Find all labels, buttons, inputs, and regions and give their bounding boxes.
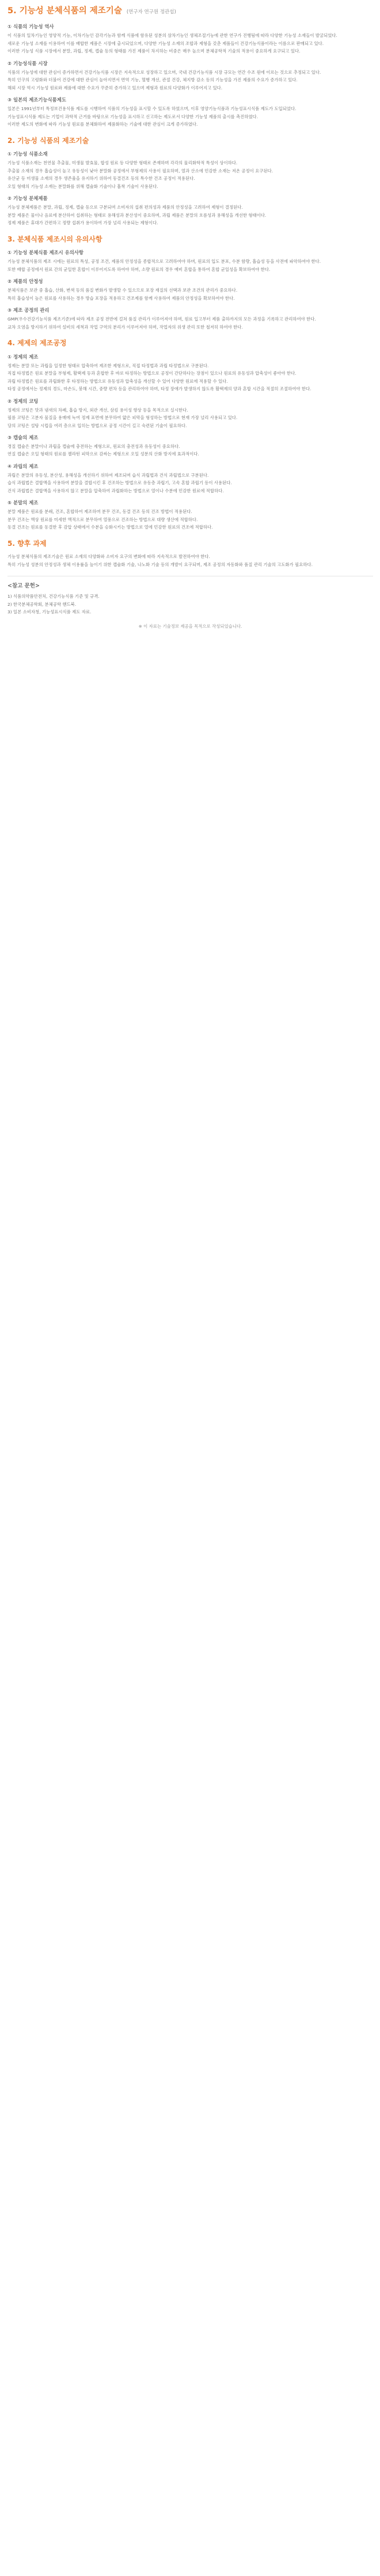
- paragraph: 분말 제품은 물이나 음료에 분산하여 섭취하는 형태로 용해성과 분산성이 중요하며, 과립 제품은 분말의 흐름성과 용해성을 개선한 형태이다.: [7, 212, 267, 218]
- subsection: [7, 434, 373, 458]
- paragraph: 기능성 분체제품은 분말, 과립, 정제, 캡슐 등으로 구분되며 소비자의 섭취 편의성과 제품의 안정성을 고려하여 제형이 결정된다.: [7, 205, 243, 210]
- paragraph: 기능성표시식품 제도는 기업이 과학적 근거를 바탕으로 기능성을 표시하고 신고하는 제도로서 다양한 기능성 제품의 출시를 촉진하였다.: [7, 114, 259, 119]
- paragraph: 당의 코팅은 설탕 시럽을 여러 층으로 입히는 방법으로 공정 시간이 길고 숙련된 기술이 필요하다.: [7, 423, 187, 428]
- paragraph: 정제의 코팅은 맛과 냄새의 차폐, 흡습 방지, 외관 개선, 삼킴 용이성 향상 등을 목적으로 실시한다.: [7, 407, 188, 413]
- subsection-title: ① 기능성 식품소재: [7, 151, 48, 157]
- paragraph: 해외 시장 역시 기능성 원료와 제품에 대한 수요가 꾸준히 증가하고 있으며 제형과 원료의 다양화가 이루어지고 있다.: [7, 85, 223, 90]
- references: [7, 582, 373, 615]
- subsection-title: ④ 과립의 제조: [7, 463, 39, 469]
- subsection: [7, 398, 373, 429]
- subsection: [7, 150, 373, 190]
- paragraph: 특히 인구의 고령화와 더불어 건강에 대한 관심이 높아지면서 면역 기능, 혈행 개선, 관절 건강, 체지방 감소 등의 기능성을 가진 제품의 수요가 증가하고 있다.: [7, 77, 298, 83]
- section-title: 5. 향후 과제: [7, 539, 47, 548]
- paragraph: 경질 캡슐은 분말이나 과립을 캡슐에 충전하는 제형으로, 원료의 충전성과 유동성이 중요하다.: [7, 444, 180, 450]
- page-subtitle: (연구자 연구원 정관섭): [126, 9, 176, 15]
- subsection-title: ② 제품의 안정성: [7, 278, 43, 285]
- paragraph: 새로운 기능성 소재를 이용하여 이를 배합한 제품은 시장에 출시되었으며, 다양한 기능성 소재의 조합과 제형을 갖춘 제품들이 건강기능식품이라는 이름으로 판매되고 있다.: [7, 40, 324, 46]
- paragraph: 정제 제품은 휴대가 간편하고 정량 섭취가 용이하여 가장 널리 사용되는 제형이다.: [7, 220, 158, 226]
- reference-item: 2) 한국분체공학회, 분체공학 핸드북.: [7, 601, 77, 607]
- closing-note: ※ 이 자료는 기술정보 제공을 목적으로 작성되었습니다.: [138, 624, 242, 629]
- page-title: 5. 기능성 분체식품의 제조기술: [7, 6, 122, 16]
- subsection-title: ② 정제의 코팅: [7, 398, 39, 404]
- paragraph: 분말 제품은 원료를 분쇄, 건조, 혼합하여 제조하며 분무 건조, 동결 건조 등의 건조 방법이 적용된다.: [7, 509, 192, 515]
- subsection-title: ③ 일본의 제조기능식품제도: [7, 97, 66, 103]
- paragraph: 습식 과립법은 결합액을 사용하여 분말을 결합시킨 후 건조하는 방법으로 유동층 과립기, 고속 혼합 과립기 등이 사용된다.: [7, 480, 232, 486]
- paragraph: 필름 코팅은 고분자 물질을 용매에 녹여 정제 표면에 분무하여 얇은 피막을 형성하는 방법으로 현재 가장 널리 사용되고 있다.: [7, 415, 238, 421]
- section-title: 3. 분체식품 제조시의 유의사항: [7, 235, 102, 243]
- paragraph: 특히 기능성 성분의 안정성과 생체 이용률을 높이기 위한 캡슐화 기술, 나노화 기술 등의 개발이 요구되며, 제조 공정의 자동화와 품질 관리 기술의 고도화가 필요하다.: [7, 561, 313, 567]
- paragraph: 추출물 소재의 경우 흡습성이 높고 유동성이 낮아 분말화 공정에서 부형제의 사용이 필요하며, 열과 산소에 민감한 소재는 저온 공정이 요구된다.: [7, 168, 273, 174]
- paragraph: 이러한 기능성 식품 시장에서 분말, 과립, 정제, 캡슐 등의 형태를 가진 제품이 차지하는 비중은 매우 높으며 분체공학적 기술의 적용이 중요하게 요구되고 있다.: [7, 48, 301, 54]
- subsection: [7, 96, 373, 127]
- subsection: [7, 353, 373, 393]
- paragraph: 이러한 제도의 변화에 따라 기능성 원료를 분체화하여 제품화하는 기술에 대한 관심이 크게 증가하였다.: [7, 122, 198, 127]
- paragraph: 연질 캡슐은 오일 형태의 원료를 젤라틴 피막으로 감싸는 제형으로 오일 성분의 산화 방지에 효과적이다.: [7, 451, 199, 457]
- subsection: [7, 499, 373, 530]
- subsection: [7, 195, 373, 226]
- reference-item: 3) 일본 소비자청, 기능성표시식품 제도 자료.: [7, 609, 92, 614]
- paragraph: 이 식품의 일차기능인 영양적 기능, 이차기능인 감각기능과 함께 식품에 함유된 성분의 삼차기능인 생체조절기능에 관한 연구가 진행됨에 따라 다양한 기능성 소재들이 발굴되었다.: [7, 33, 337, 39]
- paragraph: 오일 형태의 기능성 소재는 분말화를 위해 캡슐화 기술이나 흡착 기술이 사용된다.: [7, 183, 158, 189]
- subsection: [7, 553, 373, 568]
- paragraph: 기능성 분체식품의 제조기술은 원료 소재의 다양화와 소비자 요구의 변화에 따라 지속적으로 발전하여야 한다.: [7, 554, 210, 560]
- paragraph: 기능성 식품소재는 천연물 추출물, 미생물 발효물, 합성 원료 등 다양한 형태로 존재하며 각각의 물리화학적 특성이 상이하다.: [7, 160, 238, 166]
- paragraph: 기능성 분체식품의 제조 시에는 원료의 특성, 공정 조건, 제품의 안정성을 종합적으로 고려하여야 하며, 원료의 입도 분포, 수분 함량, 흡습성 등을 사전에 파악하여야 한다.: [7, 259, 321, 265]
- reference-item: 1) 식품의약품안전처, 건강기능식품 기준 및 규격.: [7, 594, 100, 599]
- paragraph: 정제는 분말 또는 과립을 일정한 형태로 압축하여 제조한 제형으로, 직접 타정법과 과립 타정법으로 구분된다.: [7, 363, 209, 368]
- subsection-title: ② 기능성 분체제품: [7, 195, 48, 202]
- paragraph: 분무 건조는 액상 원료를 미세한 액적으로 분무하여 열풍으로 건조하는 방법으로 대량 생산에 적합하다.: [7, 516, 198, 522]
- page: [0, 0, 380, 635]
- subsection-title: ① 식품의 기능성 역사: [7, 24, 54, 30]
- section-title: 4. 제제의 제조공정: [7, 339, 67, 348]
- subsection-title: ⑤ 분말의 제조: [7, 500, 39, 506]
- paragraph: 분체식품은 보관 중 흡습, 산화, 변색 등의 품질 변화가 발생할 수 있으므로 포장 재질의 선택과 보관 조건의 관리가 중요하다.: [7, 288, 238, 293]
- subsection-title: ① 정제의 제조: [7, 353, 39, 360]
- section: [7, 23, 373, 127]
- paragraph: 교차 오염을 방지하기 위하여 설비의 세척과 작업 구역의 분리가 이루어져야 하며, 작업자의 위생 관리 또한 철저히 하여야 한다.: [7, 324, 243, 330]
- references-list: [7, 593, 373, 615]
- section: [7, 538, 373, 568]
- subsection: [7, 60, 373, 91]
- paragraph: 동결 건조는 원료를 동결한 후 감압 상태에서 수분을 승화시키는 방법으로 열에 민감한 원료의 건조에 적합하다.: [7, 525, 213, 530]
- section: [7, 234, 373, 330]
- paragraph: 일본은 1991년부터 특정보건용식품 제도를 시행하여 식품의 기능성을 표시할 수 있도록 하였으며, 이후 영양기능식품과 기능성표시식품 제도가 도입되었다.: [7, 106, 297, 112]
- subsection-title: ③ 캡슐의 제조: [7, 435, 39, 440]
- subsection: [7, 307, 373, 330]
- paragraph: 식품의 기능성에 대한 관심이 증가하면서 건강기능식품 시장은 지속적으로 성장하고 있으며, 국내 건강기능식품 시장 규모는 연간 수조 원에 이르는 것으로 추정되고 있다.: [7, 69, 321, 75]
- article-header: [7, 5, 373, 17]
- article-body: [7, 23, 373, 568]
- paragraph: 과립 타정법은 원료를 과립화한 후 타정하는 방법으로 유동성과 압축성을 개선할 수 있어 다양한 원료에 적용할 수 있다.: [7, 378, 228, 384]
- subsection: [7, 278, 373, 301]
- subsection: [7, 23, 373, 54]
- paragraph: 타정 공정에서는 정제의 경도, 마손도, 붕해 시간, 중량 편차 등을 관리하여야 하며, 타정 장애가 발생하지 않도록 활택제의 양과 혼합 시간을 적절히 조절하여야 한다.: [7, 386, 311, 392]
- subsection: [7, 463, 373, 494]
- subsection-title: ① 기능성 분체식품 제조시 유의사항: [7, 250, 84, 256]
- section: [7, 338, 373, 531]
- subsection: [7, 249, 373, 273]
- paragraph: 특히 흡습성이 높은 원료를 사용하는 경우 방습 포장을 적용하고 건조제를 함께 사용하여 제품의 안정성을 확보하여야 한다.: [7, 295, 235, 301]
- paragraph: 유산균 등 미생물 소재의 경우 생존율을 유지하기 위하여 동결건조 등의 특수한 건조 공정이 적용된다.: [7, 176, 195, 182]
- subsection-title: ③ 제조 공정의 관리: [7, 307, 50, 314]
- paragraph: 직접 타정법은 원료 분말을 부형제, 활택제 등과 혼합한 후 바로 타정하는 방법으로 공정이 간단하다는 장점이 있으나 원료의 유동성과 압축성이 좋아야 한다.: [7, 371, 297, 376]
- section: [7, 135, 373, 227]
- paragraph: GMP(우수건강기능식품 제조기준)에 따라 제조 공정 전반에 걸쳐 품질 관리가 이루어져야 하며, 원료 입고부터 제품 출하까지의 모든 과정을 기록하고 관리하여야 한다.: [7, 316, 316, 322]
- paragraph: 건식 과립법은 결합액을 사용하지 않고 분말을 압축하여 과립화하는 방법으로 열이나 수분에 민감한 원료에 적합하다.: [7, 488, 224, 493]
- paragraph: 또한 배합 공정에서 원료 간의 균일한 혼합이 이루어지도록 하여야 하며, 소량 원료의 경우 예비 혼합을 통하여 혼합 균일성을 확보하여야 한다.: [7, 266, 271, 272]
- paragraph: 과립은 분말의 유동성, 분산성, 용해성을 개선하기 위하여 제조되며 습식 과립법과 건식 과립법으로 구분된다.: [7, 472, 209, 478]
- references-title: <참고 문헌>: [7, 583, 40, 590]
- subsection-title: ② 기능성식품 시장: [7, 60, 48, 66]
- section-title: 2. 기능성 식품의 제조기술: [7, 136, 89, 145]
